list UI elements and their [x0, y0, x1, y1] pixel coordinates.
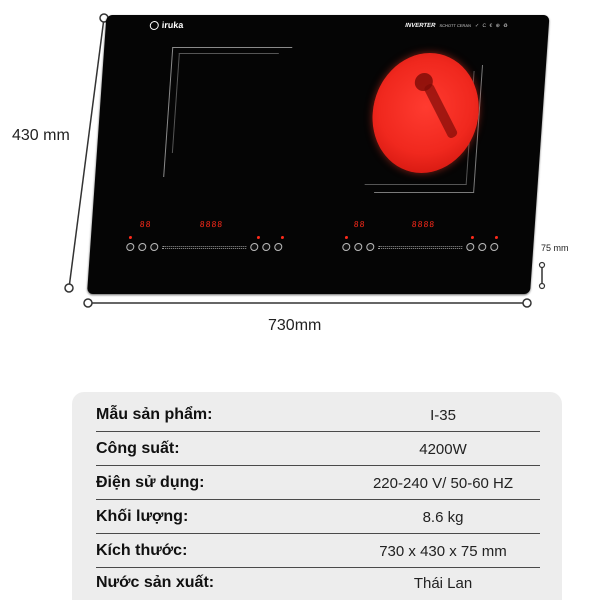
brand-name: iruka: [161, 20, 184, 30]
right-power-button[interactable]: [342, 243, 351, 251]
spec-label: Nước sản xuất:: [96, 574, 215, 591]
right-timer-button[interactable]: [366, 243, 375, 251]
width-dimension-label: 730mm: [268, 317, 322, 334]
right-power-display: 8888: [411, 220, 436, 229]
spec-table: [72, 392, 562, 600]
spec-row-model: [96, 398, 540, 432]
right-indicator-light-2: [471, 236, 474, 239]
cert-icons: ✓ C € ⊕ ♻: [474, 23, 509, 29]
left-indicator-light-3: [281, 236, 284, 239]
spec-row-weight: [96, 500, 540, 534]
left-power-button[interactable]: [126, 243, 135, 251]
height-dimension-label: 430 mm: [12, 127, 70, 144]
spec-value: I-35: [430, 407, 456, 424]
right-power-slider[interactable]: [378, 246, 462, 249]
cooktop-glass-panel: [87, 15, 550, 294]
right-zone-button[interactable]: [490, 243, 499, 251]
spec-row-origin: [96, 566, 540, 600]
left-power-slider[interactable]: [162, 246, 246, 249]
certification-badges: [405, 23, 509, 29]
spec-value: 4200W: [419, 441, 467, 458]
left-zone-button[interactable]: [274, 243, 283, 251]
right-boost-button[interactable]: [466, 243, 475, 251]
left-indicator-light-2: [257, 236, 260, 239]
right-function-button[interactable]: [478, 243, 487, 251]
spec-value: 730 x 430 x 75 mm: [379, 543, 507, 560]
spec-label: Công suất:: [96, 440, 180, 457]
spec-row-power: [96, 432, 540, 466]
left-cooking-zone-inner-outline: [172, 53, 279, 153]
spec-row-voltage: [96, 466, 540, 500]
left-timer-button[interactable]: [150, 243, 159, 251]
right-timer-display: 88: [353, 220, 366, 229]
spec-label: Mẫu sản phẩm:: [96, 406, 213, 423]
left-timer-display: 88: [139, 220, 152, 229]
right-lock-button[interactable]: [354, 243, 363, 251]
depth-dimension-label: 75 mm: [541, 243, 569, 253]
left-function-button[interactable]: [262, 243, 271, 251]
spec-label: Điện sử dụng:: [96, 474, 205, 491]
spec-label: Kích thước:: [96, 542, 188, 559]
right-indicator-light: [345, 236, 348, 239]
left-boost-button[interactable]: [250, 243, 259, 251]
spec-label: Khối lượng:: [96, 508, 189, 525]
spec-row-size: [96, 534, 540, 568]
schott-badge: SCHOTT CERAN: [439, 23, 472, 28]
spec-value: Thái Lan: [413, 575, 473, 592]
left-lock-button[interactable]: [138, 243, 147, 251]
heater-sensor-rod: [423, 83, 458, 140]
spec-value: 220-240 V/ 50-60 HZ: [372, 475, 514, 492]
right-indicator-light-3: [495, 236, 498, 239]
left-power-display: 8888: [199, 220, 224, 229]
left-control-row: [126, 243, 283, 251]
left-indicator-light: [129, 236, 132, 239]
brand-logo-icon: [149, 21, 159, 30]
spec-value: 8.6 kg: [422, 509, 464, 526]
inverter-badge: INVERTER: [404, 23, 436, 29]
right-control-row: [342, 243, 499, 251]
brand-logo: [149, 20, 183, 30]
